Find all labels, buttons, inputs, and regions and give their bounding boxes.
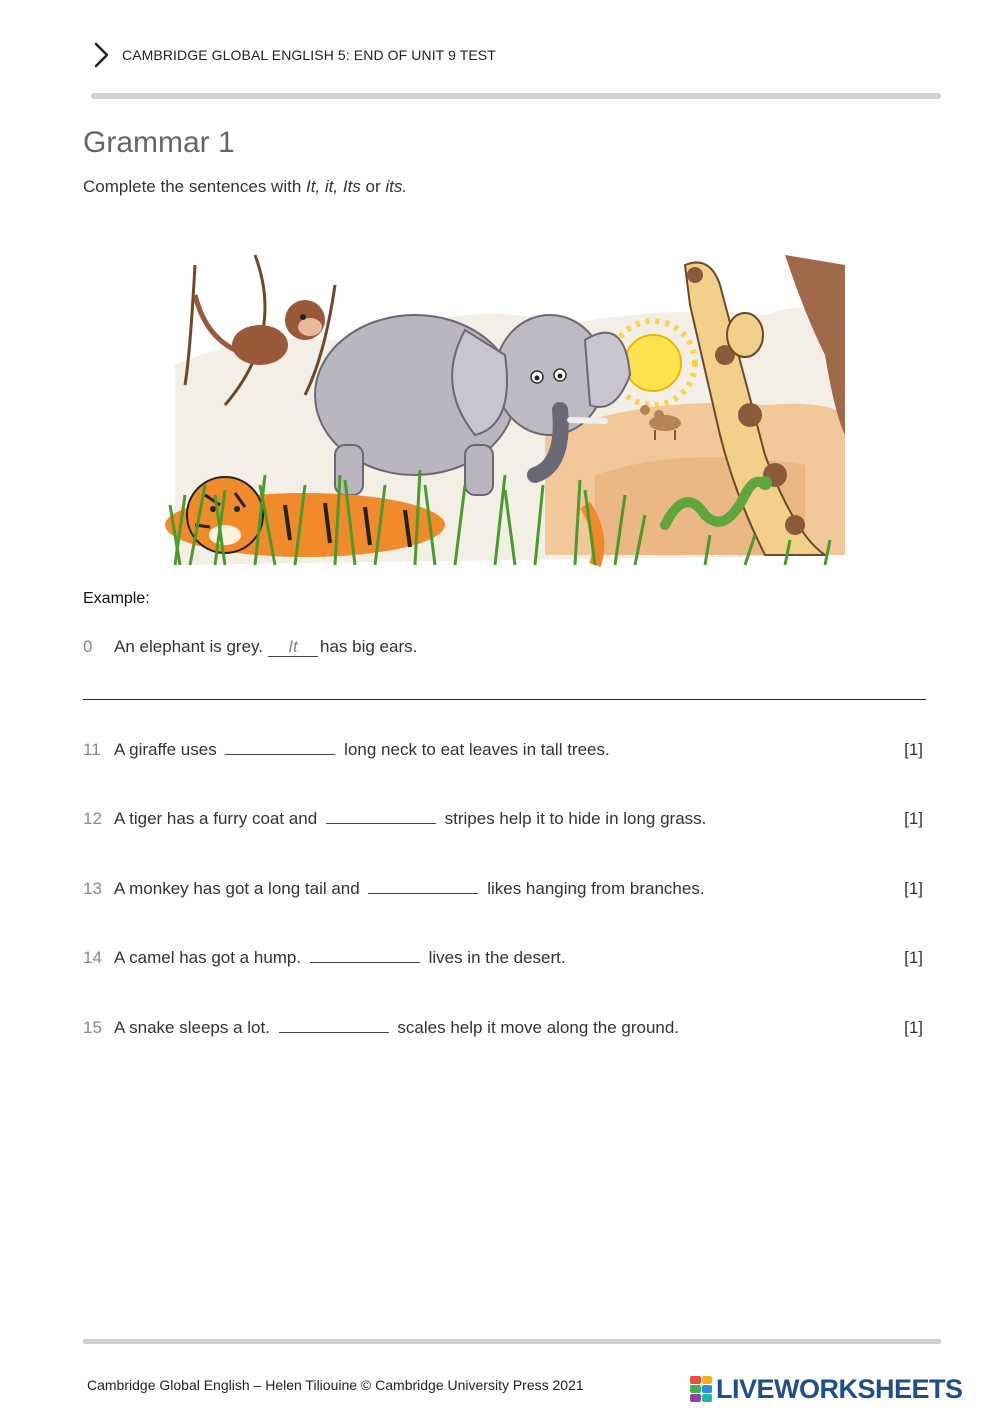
answer-blank[interactable] — [225, 738, 335, 755]
question-number: 15 — [83, 1018, 102, 1037]
question-text — [114, 807, 904, 829]
instruction — [83, 177, 407, 197]
bottom-divider — [83, 1339, 941, 1344]
section-title: Grammar 1 — [83, 126, 235, 159]
example-row — [83, 637, 417, 657]
question-mark: [1] — [904, 879, 923, 898]
instruction-prefix: Complete the sentences with — [83, 177, 307, 196]
example-after: has big ears. — [320, 637, 418, 656]
question-text — [114, 1016, 904, 1038]
animals-illustration — [165, 235, 850, 575]
question-number: 11 — [83, 740, 101, 759]
chevron-right-icon — [90, 40, 114, 70]
question-mark: [1] — [904, 740, 923, 759]
question-before: A snake sleeps a lot. — [114, 1018, 270, 1037]
answer-blank[interactable] — [326, 807, 436, 824]
example-divider — [83, 699, 926, 700]
logo-tiles-icon — [690, 1376, 712, 1402]
question-14 — [83, 946, 923, 968]
top-divider — [91, 93, 941, 99]
question-text — [114, 738, 904, 760]
question-11 — [83, 738, 923, 760]
question-text — [114, 877, 904, 899]
question-before: A tiger has a furry coat and — [114, 809, 318, 828]
answer-blank[interactable] — [279, 1016, 389, 1033]
footer-credit: Cambridge Global English – Helen Tiliouine © Cambridge University Press 2021 — [87, 1377, 584, 1393]
question-mark: [1] — [904, 948, 923, 967]
example-number: 0 — [83, 637, 93, 656]
question-before: A monkey has got a long tail and — [114, 879, 360, 898]
question-after: lives in the desert. — [428, 948, 566, 967]
page-header — [90, 40, 496, 70]
question-after: scales help it move along the ground. — [397, 1018, 680, 1037]
instruction-last: its. — [385, 177, 408, 196]
example-answer: It — [268, 637, 318, 657]
question-before: A giraffe uses — [114, 740, 217, 759]
question-12 — [83, 807, 923, 829]
instruction-words: It, it, Its — [306, 177, 361, 196]
question-mark: [1] — [904, 809, 923, 828]
answer-blank[interactable] — [368, 877, 478, 894]
instruction-or: or — [360, 177, 386, 196]
question-after: stripes help it to hide in long grass. — [444, 809, 707, 828]
example-before: An elephant is grey. — [114, 637, 263, 656]
question-number: 14 — [83, 948, 102, 967]
question-after: likes hanging from branches. — [487, 879, 705, 898]
question-text — [114, 946, 904, 968]
answer-blank[interactable] — [310, 946, 420, 963]
logo-text: LIVEWORKSHEETS — [716, 1373, 963, 1404]
liveworksheets-logo[interactable] — [690, 1372, 963, 1406]
question-number: 13 — [83, 879, 102, 898]
question-after: long neck to eat leaves in tall trees. — [344, 740, 610, 759]
header-title: CAMBRIDGE GLOBAL ENGLISH 5: END OF UNIT 9 TEST — [122, 47, 496, 63]
question-15 — [83, 1016, 923, 1038]
question-13 — [83, 877, 923, 899]
question-mark: [1] — [904, 1018, 923, 1037]
question-before: A camel has got a hump. — [114, 948, 302, 967]
example-label: Example: — [83, 590, 150, 607]
question-number: 12 — [83, 809, 102, 828]
